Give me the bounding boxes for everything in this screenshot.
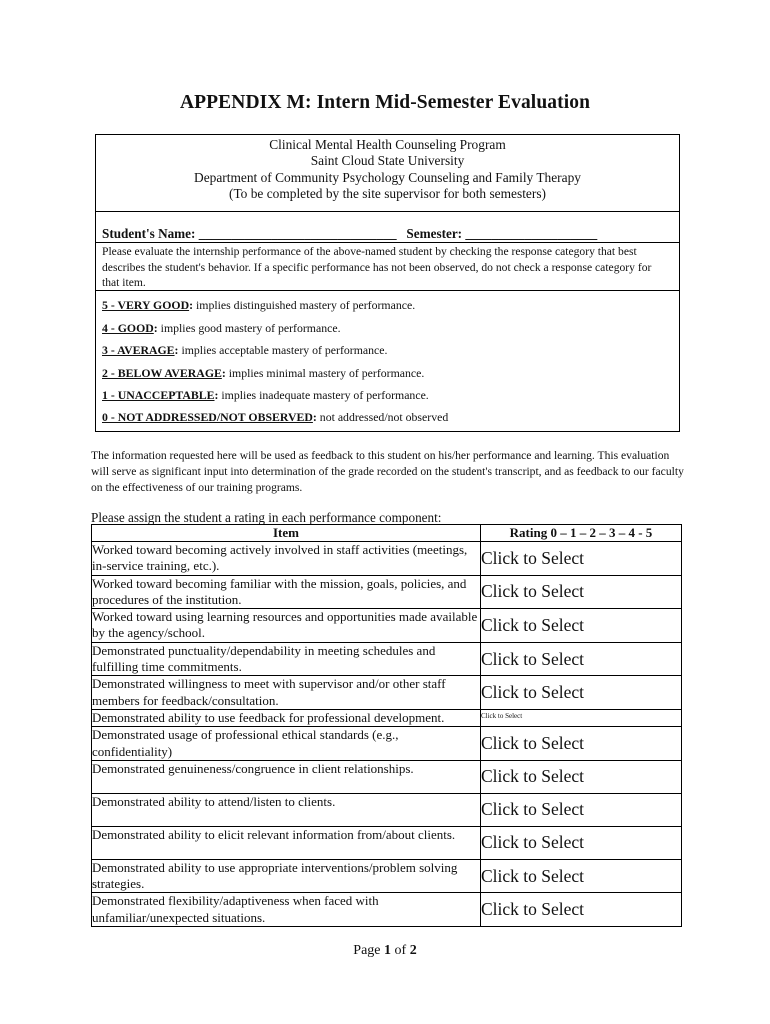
- rating-dropdown[interactable]: Click to Select: [481, 760, 682, 793]
- rating-dropdown[interactable]: Click to Select: [481, 893, 682, 927]
- page-title: APPENDIX M: Intern Mid-Semester Evaluation: [179, 92, 591, 113]
- rating-dropdown[interactable]: Click to Select: [481, 727, 682, 761]
- semester-label: Semester:: [396, 226, 466, 241]
- rating-dropdown[interactable]: Click to Select: [481, 709, 682, 726]
- rating-dropdown[interactable]: Click to Select: [481, 642, 682, 676]
- semester-field[interactable]: ____________________: [465, 226, 598, 241]
- department-name: Department of Community Psychology Counseling and Family Therapy: [194, 169, 581, 185]
- legend-key: 4 - GOOD: [102, 321, 154, 335]
- instructions: Please evaluate the internship performance of the above-named student by checking the response category that best describes the student's behavior. If a specific performance has not been observed, do not check a response category for that item.: [102, 245, 652, 290]
- table-row: [92, 793, 682, 826]
- item-column-header: Item: [92, 525, 481, 542]
- rating-dropdown[interactable]: Click to Select: [481, 609, 682, 643]
- table-row: [92, 676, 682, 710]
- rating-dropdown[interactable]: Click to Select: [481, 676, 682, 710]
- page-footer: [0, 943, 770, 959]
- item-description: Demonstrated ability to use feedback for professional development.: [92, 709, 481, 726]
- legend-item: [102, 321, 341, 336]
- divider: [96, 211, 679, 212]
- legend-colon: :: [174, 343, 179, 357]
- item-description: Worked toward becoming actively involved in staff activities (meetings, in-service training, etc.).: [92, 542, 481, 576]
- table-row: [92, 826, 682, 859]
- university-name: Saint Cloud State University: [310, 153, 465, 169]
- item-description: Demonstrated genuineness/congruence in client relationships.: [92, 760, 481, 793]
- legend-key: 1 - UNACCEPTABLE: [102, 388, 215, 402]
- item-description: Demonstrated punctuality/dependability in meeting schedules and fulfilling time commitments.: [92, 642, 481, 676]
- student-name-line: [102, 226, 597, 242]
- legend-item: [102, 388, 429, 403]
- page-total: 2: [409, 943, 417, 958]
- table-row: [92, 709, 682, 726]
- divider: [96, 290, 679, 291]
- rating-dropdown[interactable]: Click to Select: [481, 575, 682, 609]
- legend-text: implies acceptable mastery of performance.: [181, 343, 388, 357]
- program-info: [96, 137, 679, 202]
- legend-colon: :: [153, 321, 158, 335]
- legend-key: 2 - BELOW AVERAGE: [102, 366, 222, 380]
- legend-colon: :: [312, 410, 317, 424]
- student-name-field[interactable]: ______________________________: [198, 226, 397, 241]
- item-description: Demonstrated willingness to meet with supervisor and/or other staff members for feedback/consultation.: [92, 676, 481, 710]
- item-description: Demonstrated ability to elicit relevant information from/about clients.: [92, 826, 481, 859]
- legend-item: [102, 298, 415, 313]
- student-name-label: Student's Name:: [102, 226, 199, 241]
- table-row: [92, 575, 682, 609]
- evaluation-table: [91, 524, 682, 927]
- header-box: [95, 134, 680, 432]
- legend-colon: :: [221, 366, 226, 380]
- completion-note: (To be completed by the site supervisor for both semesters): [228, 185, 546, 201]
- item-description: Worked toward using learning resources and opportunities made available by the agency/school.: [92, 609, 481, 643]
- program-name: Clinical Mental Health Counseling Program: [269, 137, 506, 152]
- item-description: Demonstrated usage of professional ethical standards (e.g., confidentiality): [92, 727, 481, 761]
- rating-dropdown[interactable]: Click to Select: [481, 859, 682, 893]
- page-label: Page: [353, 943, 385, 958]
- legend-colon: :: [214, 388, 219, 402]
- table-row: [92, 542, 682, 576]
- table-row: [92, 859, 682, 893]
- table-row: [92, 760, 682, 793]
- legend-item: [102, 410, 448, 425]
- legend-key: 3 - AVERAGE: [102, 343, 175, 357]
- item-description: Demonstrated ability to attend/listen to clients.: [92, 793, 481, 826]
- legend-key: 5 - VERY GOOD: [102, 298, 190, 312]
- rating-dropdown[interactable]: Click to Select: [481, 826, 682, 859]
- legend-key: 0 - NOT ADDRESSED/NOT OBSERVED: [102, 410, 313, 424]
- item-description: Demonstrated flexibility/adaptiveness when faced with unfamiliar/unexpected situations.: [92, 893, 481, 927]
- legend-text: implies good mastery of performance.: [160, 321, 341, 335]
- legend-item: [102, 366, 424, 381]
- table-row: [92, 727, 682, 761]
- assign-label: Please assign the student a rating in each performance component:: [91, 510, 442, 525]
- info-paragraph: The information requested here will be used as feedback to this student on his/her performance and learning. This evaluation will serve as significant input into determination of the grade recorded on the student's transcript, and as feedback to our faculty on the effectiveness of our training programs.: [91, 449, 684, 494]
- item-description: Worked toward becoming familiar with the mission, goals, policies, and procedures of the institution.: [92, 575, 481, 609]
- rating-dropdown[interactable]: Click to Select: [481, 542, 682, 576]
- legend-text: not addressed/not observed: [319, 410, 449, 424]
- page-of-label: of: [391, 943, 410, 958]
- rating-column-header: Rating 0 – 1 – 2 – 3 – 4 - 5: [481, 525, 682, 542]
- legend-text: implies distinguished mastery of performance.: [195, 298, 416, 312]
- divider: [96, 242, 679, 243]
- rating-dropdown[interactable]: Click to Select: [481, 793, 682, 826]
- legend-text: implies minimal mastery of performance.: [228, 366, 425, 380]
- item-description: Demonstrated ability to use appropriate interventions/problem solving strategies.: [92, 859, 481, 893]
- table-header-row: [92, 525, 682, 542]
- legend-colon: :: [189, 298, 194, 312]
- table-row: [92, 893, 682, 927]
- table-row: [92, 642, 682, 676]
- legend-text: implies inadequate mastery of performance.: [221, 388, 429, 402]
- table-row: [92, 609, 682, 643]
- legend-item: [102, 343, 387, 358]
- page-number: 1: [384, 943, 392, 958]
